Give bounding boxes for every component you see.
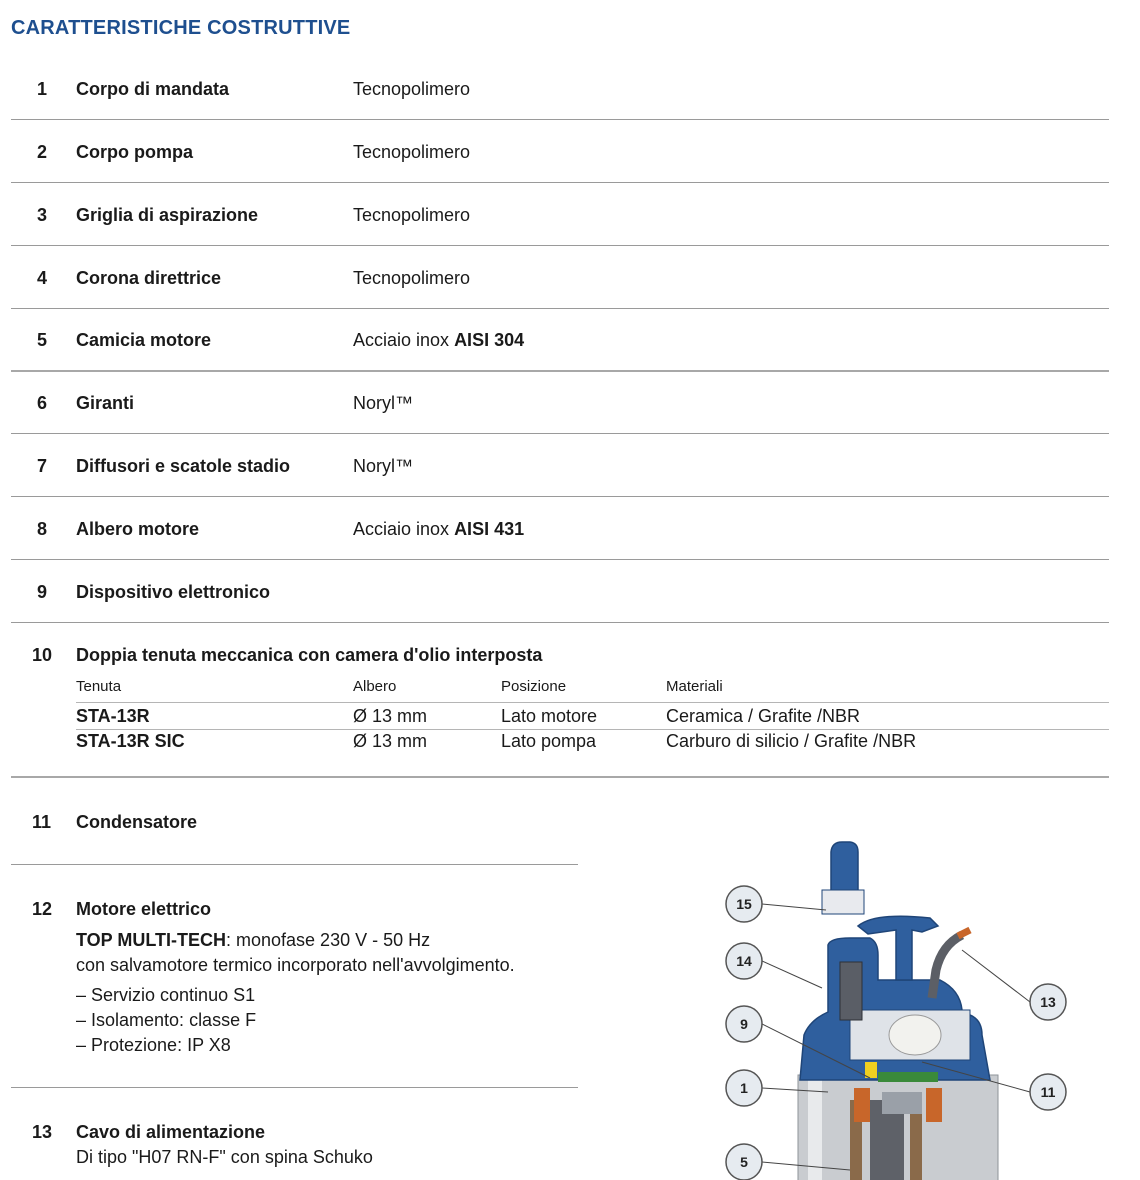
- material-text: Noryl™: [353, 456, 414, 476]
- row-divider: [11, 496, 1109, 497]
- seal-header-tenuta: Tenuta: [76, 678, 122, 695]
- row-name: Doppia tenuta meccanica con camera d'olio interposta: [76, 645, 543, 665]
- row-divider: [11, 308, 1109, 309]
- cable-description: Di tipo "H07 RN-F" con spina Schuko: [76, 1147, 373, 1167]
- row-material: [353, 519, 524, 540]
- seal-cell: Ø 13 mm: [353, 706, 428, 726]
- row-material: [353, 79, 470, 100]
- seal-cell: Lato motore: [501, 706, 598, 726]
- row-number: 11: [32, 812, 52, 832]
- seal-cell: Carburo di silicio / Grafite /NBR: [666, 731, 917, 751]
- callout-1: [726, 1070, 762, 1106]
- svg-text:1: 1: [740, 1080, 748, 1096]
- callout-15: [726, 886, 762, 922]
- svg-text:11: 11: [1040, 1084, 1056, 1100]
- callout-11: [1030, 1074, 1066, 1110]
- motor-bullet: – Servizio continuo S1: [76, 985, 256, 1005]
- row-material: [353, 330, 524, 351]
- motor-supply: : monofase 230 V - 50 Hz: [226, 930, 431, 950]
- row-number: 4: [37, 268, 48, 288]
- row-number: 7: [37, 456, 48, 476]
- row-name: Condensatore: [76, 812, 198, 832]
- row-number: 8: [37, 519, 48, 539]
- row-divider: [11, 182, 1109, 183]
- row-name: Corpo pompa: [76, 142, 193, 162]
- row-name: Griglia di aspirazione: [76, 205, 259, 225]
- row-number: 2: [37, 142, 48, 162]
- row-material: [353, 393, 413, 414]
- material-grade: AISI 304: [454, 330, 525, 350]
- svg-text:13: 13: [1040, 994, 1056, 1010]
- row-divider: [11, 559, 1109, 560]
- material-text: Acciaio inox: [353, 330, 455, 350]
- row-name: Corpo di mandata: [76, 79, 230, 99]
- motor-jacket: [798, 1075, 998, 1180]
- seal-cell: Ø 13 mm: [353, 731, 428, 751]
- row-name: Motore elettrico: [76, 899, 212, 919]
- row-number: 13: [32, 1122, 53, 1142]
- row-divider: [11, 864, 578, 865]
- row-number: 3: [37, 205, 48, 225]
- seal-header-posizione: Posizione: [501, 678, 567, 695]
- row-material: [353, 205, 470, 226]
- row-number: 9: [37, 582, 48, 602]
- svg-text:5: 5: [740, 1154, 748, 1170]
- material-text: Tecnopolimero: [353, 142, 471, 162]
- row-name: Corona direttrice: [76, 268, 222, 288]
- svg-text:9: 9: [740, 1016, 748, 1032]
- row-divider: [11, 370, 1109, 372]
- callout-14: [726, 943, 762, 979]
- seal-cell: STA-13R SIC: [76, 731, 185, 751]
- motor-line-2: con salvamotore termico incorporato nell'avvolgimento.: [76, 955, 515, 975]
- svg-text:14: 14: [736, 953, 752, 969]
- row-divider: [11, 245, 1109, 246]
- row-name: Cavo di alimentazione: [76, 1122, 266, 1142]
- row-material: [353, 142, 470, 163]
- row-number: 10: [32, 645, 53, 665]
- material-grade: AISI 431: [454, 519, 525, 539]
- seal-header-albero: Albero: [353, 678, 397, 695]
- row-divider: [11, 776, 1109, 778]
- row-divider: [11, 1087, 578, 1088]
- row-number: 12: [32, 899, 53, 919]
- seal-cell: STA-13R: [76, 706, 150, 726]
- row-material: [353, 456, 413, 477]
- row-name: Albero motore: [76, 519, 200, 539]
- material-text: Noryl™: [353, 393, 414, 413]
- row-name: Camicia motore: [76, 330, 212, 350]
- callout-5: [726, 1144, 762, 1180]
- material-text: Tecnopolimero: [353, 268, 471, 288]
- row-name: Dispositivo elettronico: [76, 582, 271, 602]
- check-valve: [840, 962, 862, 1020]
- row-divider: [11, 433, 1109, 434]
- page-title: CARATTERISTICHE COSTRUTTIVE: [11, 17, 351, 39]
- row-divider: [11, 622, 1109, 623]
- row-divider: [11, 119, 1109, 120]
- row-name: Giranti: [76, 393, 135, 413]
- seal-cell: Lato pompa: [501, 731, 597, 751]
- row-name: Diffusori e scatole stadio: [76, 456, 291, 476]
- motor-line-1: [76, 930, 430, 951]
- motor-bullet: – Isolamento: classe F: [76, 1010, 257, 1030]
- callout-13: [1030, 984, 1066, 1020]
- motor-bullet: – Protezione: IP X8: [76, 1035, 231, 1055]
- callout-9: [726, 1006, 762, 1042]
- material-text: Acciaio inox: [353, 519, 455, 539]
- row-number: 5: [37, 330, 48, 350]
- material-text: Tecnopolimero: [353, 79, 471, 99]
- seal-divider: [76, 729, 1109, 730]
- pump-cutaway-diagram: [700, 830, 1120, 1180]
- row-number: 1: [37, 79, 48, 99]
- row-material: [353, 268, 470, 289]
- material-text: Tecnopolimero: [353, 205, 471, 225]
- seal-header-materiali: Materiali: [666, 678, 723, 695]
- seal-divider: [76, 702, 1109, 703]
- motor-model: TOP MULTI-TECH: [76, 930, 226, 950]
- row-number: 6: [37, 393, 48, 413]
- svg-text:15: 15: [736, 896, 752, 912]
- seal-cell: Ceramica / Grafite /NBR: [666, 706, 861, 726]
